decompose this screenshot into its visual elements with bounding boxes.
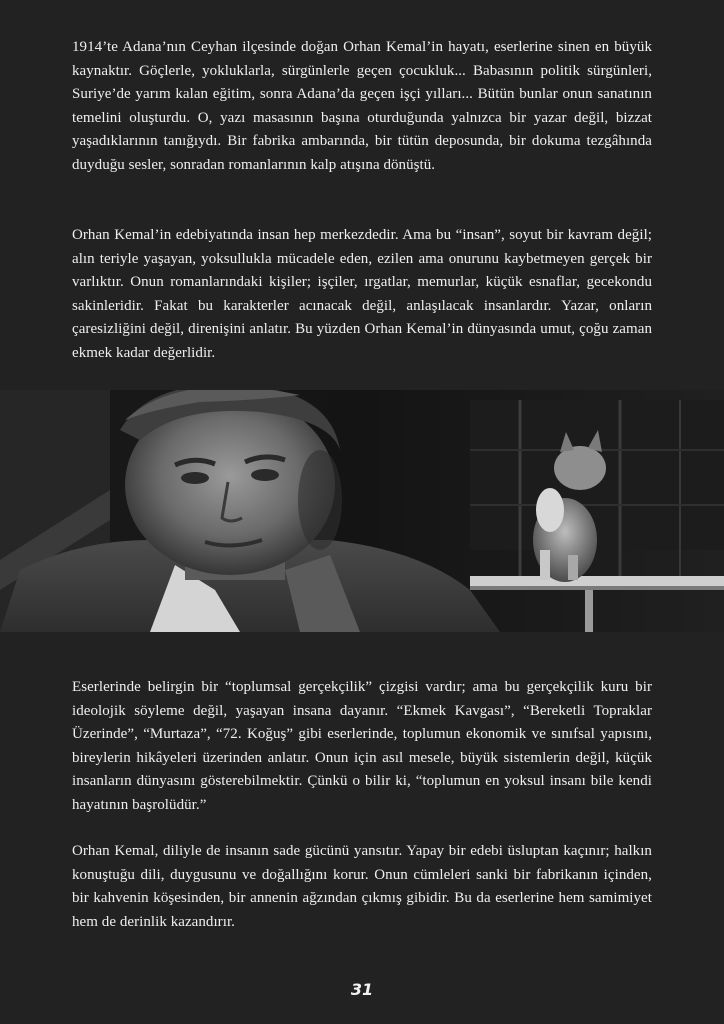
paragraph-biography: 1914’te Adana’nın Ceyhan ilçesinde doğan Orhan Kemal’in hayatı, eserlerine sinen en büyük kaynaktır. Göçlerle, yokluklarla, sürgünlerle geçen çocukluk... Babasının politik sürgünleri, Suriye’de yarım kalan eğitim, sonra Adana’da geçen işçi yılları... Bütün bunlar onun sanatının temelini oluşturdu. O, yazı masasının başına oturduğunda yalnızca bir yazar değil, bizzat yaşadıklarının tanığıydı. Bir fabrika ambarında, bir tütün deposunda, bir dokuma tezgâhında duyduğu sesler, sonradan romanlarının kalp atışına dönüştü. bbox=[72, 39, 652, 173]
paragraph-language: Orhan Kemal, diliyle de insanın sade gücünü yansıtır. Yapay bir edebi üsluptan kaçınır; halkın konuştuğu dili, duygusunu ve doğallığını korur. Onun cümleleri sanki bir fabrikanın içinden, bir kahvenin köşesinden, bir annenin ağzından çıkmış gibidir. Bu da eserlerine hem samimiyet hem de derinlik kazandırır. bbox=[72, 843, 652, 930]
paragraph-social-realism: Eserlerinde belirgin bir “toplumsal gerçekçilik” çizgisi vardır; ama bu gerçekçilik kuru bir ideolojik söyleme değil, yaşayan insana dayanır. “Ekmek Kavgası”, “Bereketli Topraklar Üzerinde”, “Murtaza”, “72. Koğuş” gibi eserlerinde, toplumun ekonomik ve sınıfsal yapısını, bireylerin hikâyeleri üzerinden anlatır. Onun için asıl mesele, büyük sistemlerin değil, küçük insanların dünyasını gösterebilmektir. Çünkü o bilir ki, “toplumun en yoksul insanı bile kendi hayatının başrolüdür.” bbox=[72, 679, 652, 813]
paragraph-human-center: Orhan Kemal’in edebiyatında insan hep merkezdedir. Ama bu “insan”, soyut bir kavram değil; alın teriyle yaşayan, yoksullukla mücadele eden, ezilen ama onurunu kaybetmeyen gerçek bir varlıktır. Onun romanlarındaki kişiler; işçiler, ırgatlar, memurlar, küçük esnaflar, gecekondu sakinleridir. Fakat bu karakterler acınacak değil, anlaşılacak insanlardır. Yazar, onların çaresizliğini değil, direnişini anlatır. Bu yüzden Orhan Kemal’in dünyasında umut, çoğu zaman ekmek kadar değerlidir. bbox=[72, 227, 652, 361]
page-number: 31 bbox=[350, 980, 374, 999]
portrait-photo bbox=[0, 390, 724, 632]
